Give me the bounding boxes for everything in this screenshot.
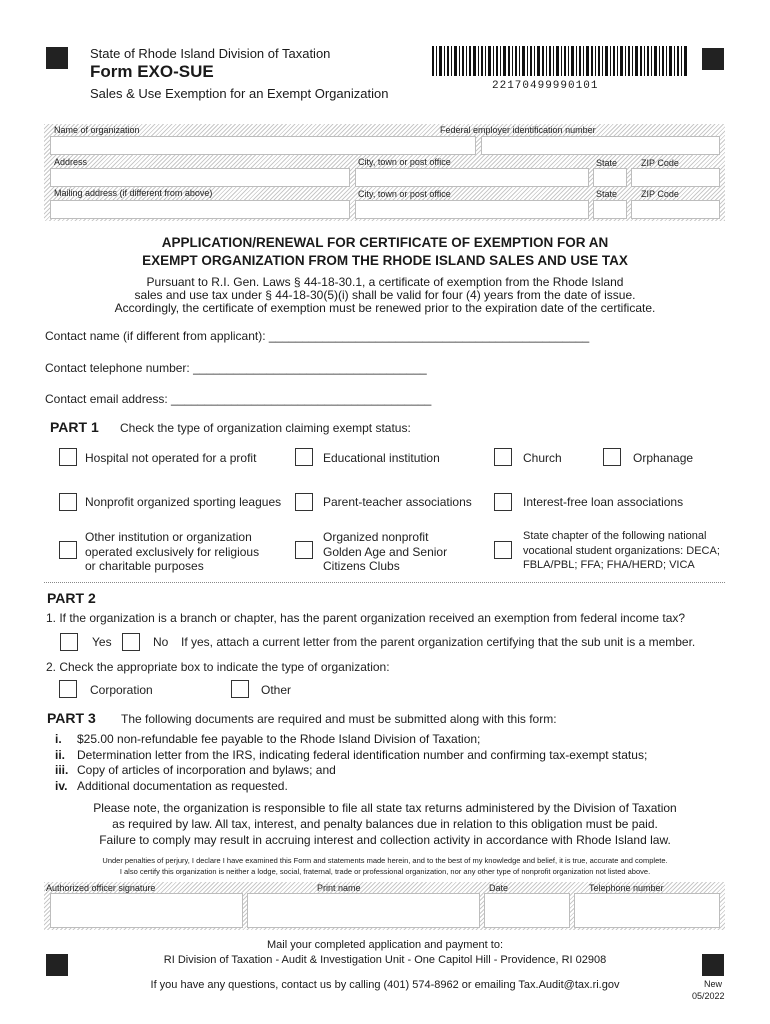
contact-email-field[interactable]: Contact email address: _______________________________________ bbox=[45, 392, 432, 406]
vocational-org-label: State chapter of the following national vocational student organizations: DECA; FBLA/PBL; FFA; FHA/HERD; VICA bbox=[523, 530, 720, 571]
divider bbox=[44, 582, 725, 583]
barcode-number: 22170499990101 bbox=[492, 80, 599, 92]
loan-association-label: Interest-free loan associations bbox=[523, 495, 684, 509]
other-org-label: Other bbox=[261, 683, 292, 697]
pta-label: Parent-teacher associations bbox=[323, 495, 472, 509]
contact-info: If you have any questions, contact us by calling (401) 574-8962 or emailing Tax.Audit@tax.ri.gov bbox=[150, 979, 620, 991]
agency-name: State of Rhode Island Division of Taxation bbox=[90, 46, 331, 61]
sporting-leagues-checkbox[interactable] bbox=[59, 493, 77, 511]
mailing-zip-label: ZIP Code bbox=[641, 189, 679, 199]
part3-instruction: The following documents are required and must be submitted along with this form: bbox=[121, 712, 557, 726]
notice-line2: as required by law. All tax, interest, and penalty balances due in relation to this obligation must be paid. bbox=[112, 817, 658, 831]
list-item: i. $25.00 non-refundable fee payable to the Rhode Island Division of Taxation; bbox=[55, 732, 481, 746]
no-checkbox[interactable] bbox=[122, 633, 140, 651]
print-name-field[interactable] bbox=[247, 893, 480, 928]
orphanage-label: Orphanage bbox=[633, 451, 694, 465]
signature-field[interactable] bbox=[50, 893, 243, 928]
signature-label: Authorized officer signature bbox=[46, 883, 156, 893]
other-institution-checkbox[interactable] bbox=[59, 541, 77, 559]
city-label: City, town or post office bbox=[358, 157, 451, 167]
notice-line1: Please note, the organization is responsible to file all state tax returns administered by the Division of Taxation bbox=[93, 801, 677, 815]
loan-association-checkbox[interactable] bbox=[494, 493, 512, 511]
date-field[interactable] bbox=[484, 893, 570, 928]
parent-letter-note: If yes, attach a current letter from the parent organization certifying that the sub unit is a member. bbox=[181, 635, 696, 649]
contact-phone-field[interactable]: Contact telephone number: ___________________________________ bbox=[45, 361, 427, 375]
educational-checkbox[interactable] bbox=[295, 448, 313, 466]
address-field[interactable] bbox=[50, 168, 350, 187]
list-item: ii. Determination letter from the IRS, indicating federal identification number and confirming tax-exempt status; bbox=[55, 747, 648, 762]
form-title: Form EXO-SUE bbox=[90, 62, 214, 81]
fein-field[interactable] bbox=[481, 136, 720, 155]
corporation-label: Corporation bbox=[90, 683, 153, 697]
barcode bbox=[432, 46, 688, 76]
mailing-address-field[interactable] bbox=[50, 200, 350, 219]
part1-label: PART 1 bbox=[50, 419, 99, 435]
sporting-leagues-label: Nonprofit organized sporting leagues bbox=[85, 495, 282, 509]
intro-line2: sales and use tax under § 44-18-30(5)(i) shall be valid for four (4) years from the date of issue. bbox=[134, 288, 636, 302]
form-heading-line2: EXEMPT ORGANIZATION FROM THE RHODE ISLAND SALES AND USE TAX bbox=[142, 253, 628, 268]
form-subtitle: Sales & Use Exemption for an Exempt Organization bbox=[90, 86, 389, 101]
church-checkbox[interactable] bbox=[494, 448, 512, 466]
other-org-checkbox[interactable] bbox=[231, 680, 249, 698]
mailing-zip-field[interactable] bbox=[631, 200, 720, 219]
org-name-field[interactable] bbox=[50, 136, 476, 155]
yes-label: Yes bbox=[92, 635, 112, 649]
form-heading-line1: APPLICATION/RENEWAL FOR CERTIFICATE OF EXEMPTION FOR AN bbox=[161, 235, 609, 250]
date-label: Date bbox=[489, 883, 509, 893]
mailing-city-label: City, town or post office bbox=[358, 189, 451, 199]
telephone-field[interactable] bbox=[574, 893, 720, 928]
registration-mark bbox=[46, 47, 68, 69]
telephone-label: Telephone number bbox=[589, 883, 664, 893]
pta-checkbox[interactable] bbox=[295, 493, 313, 511]
hospital-checkbox[interactable] bbox=[59, 448, 77, 466]
part2-question2: 2. Check the appropriate box to indicate the type of organization: bbox=[46, 660, 390, 674]
form-status: New bbox=[703, 979, 722, 989]
organization-info-block bbox=[44, 124, 725, 221]
hospital-label: Hospital not operated for a profit bbox=[85, 451, 257, 465]
registration-mark bbox=[702, 48, 724, 70]
mailing-address-label: Mailing address (if different from above) bbox=[54, 188, 213, 198]
other-institution-label: Other institution or organization operated exclusively for religious or charitable purposes bbox=[85, 530, 260, 573]
orphanage-checkbox[interactable] bbox=[603, 448, 621, 466]
golden-age-checkbox[interactable] bbox=[295, 541, 313, 559]
part2-label: PART 2 bbox=[47, 590, 96, 606]
part2-question1: 1. If the organization is a branch or chapter, has the parent organization received an exemption from federal income tax? bbox=[46, 611, 686, 625]
address-label: Address bbox=[54, 157, 88, 167]
intro-line1: Pursuant to R.I. Gen. Laws § 44-18-30.1, a certificate of exemption from the Rhode Island bbox=[146, 275, 624, 289]
zip-field[interactable] bbox=[631, 168, 720, 187]
form-revision-date: 05/2022 bbox=[692, 991, 725, 1001]
list-item: iii. Copy of articles of incorporation and bylaws; and bbox=[55, 763, 336, 777]
no-label: No bbox=[153, 635, 169, 649]
contact-name-field[interactable]: Contact name (if different from applicant): ________________________________________________ bbox=[45, 329, 590, 343]
golden-age-label: Organized nonprofit Golden Age and Senior Citizens Clubs bbox=[323, 530, 448, 573]
notice-line3: Failure to comply may result in accruing interest and collection activity in accordance with Rhode Island law. bbox=[99, 833, 671, 847]
part3-label: PART 3 bbox=[47, 710, 96, 726]
fein-label: Federal employer identification number bbox=[440, 125, 596, 135]
church-label: Church bbox=[523, 451, 562, 465]
required-documents-list bbox=[55, 732, 647, 794]
corporation-checkbox[interactable] bbox=[59, 680, 77, 698]
org-name-label: Name of organization bbox=[54, 125, 140, 135]
list-item: iv. Additional documentation as requested. bbox=[55, 778, 288, 793]
zip-label: ZIP Code bbox=[641, 158, 679, 168]
mailing-state-field[interactable] bbox=[593, 200, 627, 219]
part1-instruction: Check the type of organization claiming exempt status: bbox=[120, 421, 411, 435]
mailing-city-field[interactable] bbox=[355, 200, 589, 219]
city-field[interactable] bbox=[355, 168, 589, 187]
print-name-label: Print name bbox=[317, 883, 361, 893]
state-label: State bbox=[596, 158, 618, 168]
educational-label: Educational institution bbox=[323, 451, 440, 465]
perjury-line2: I also certify this organization is neither a lodge, social, fraternal, trade or professional organization, nor any other type of nonprofit organization not listed above. bbox=[119, 867, 651, 876]
state-field[interactable] bbox=[593, 168, 627, 187]
intro-line3: Accordingly, the certificate of exemption must be renewed prior to the expiration date of the certificate. bbox=[114, 301, 656, 315]
mailing-address: RI Division of Taxation - Audit & Investigation Unit - One Capitol Hill - Providence, RI 02908 bbox=[163, 954, 607, 966]
vocational-org-checkbox[interactable] bbox=[494, 541, 512, 559]
yes-checkbox[interactable] bbox=[60, 633, 78, 651]
mail-instruction: Mail your completed application and payment to: bbox=[266, 939, 504, 951]
perjury-line1: Under penalties of perjury, I declare I have examined this Form and statements made herein, and to the best of my knowledge and belief, it is true, accurate and complete. bbox=[102, 856, 668, 865]
mailing-state-label: State bbox=[596, 189, 618, 199]
